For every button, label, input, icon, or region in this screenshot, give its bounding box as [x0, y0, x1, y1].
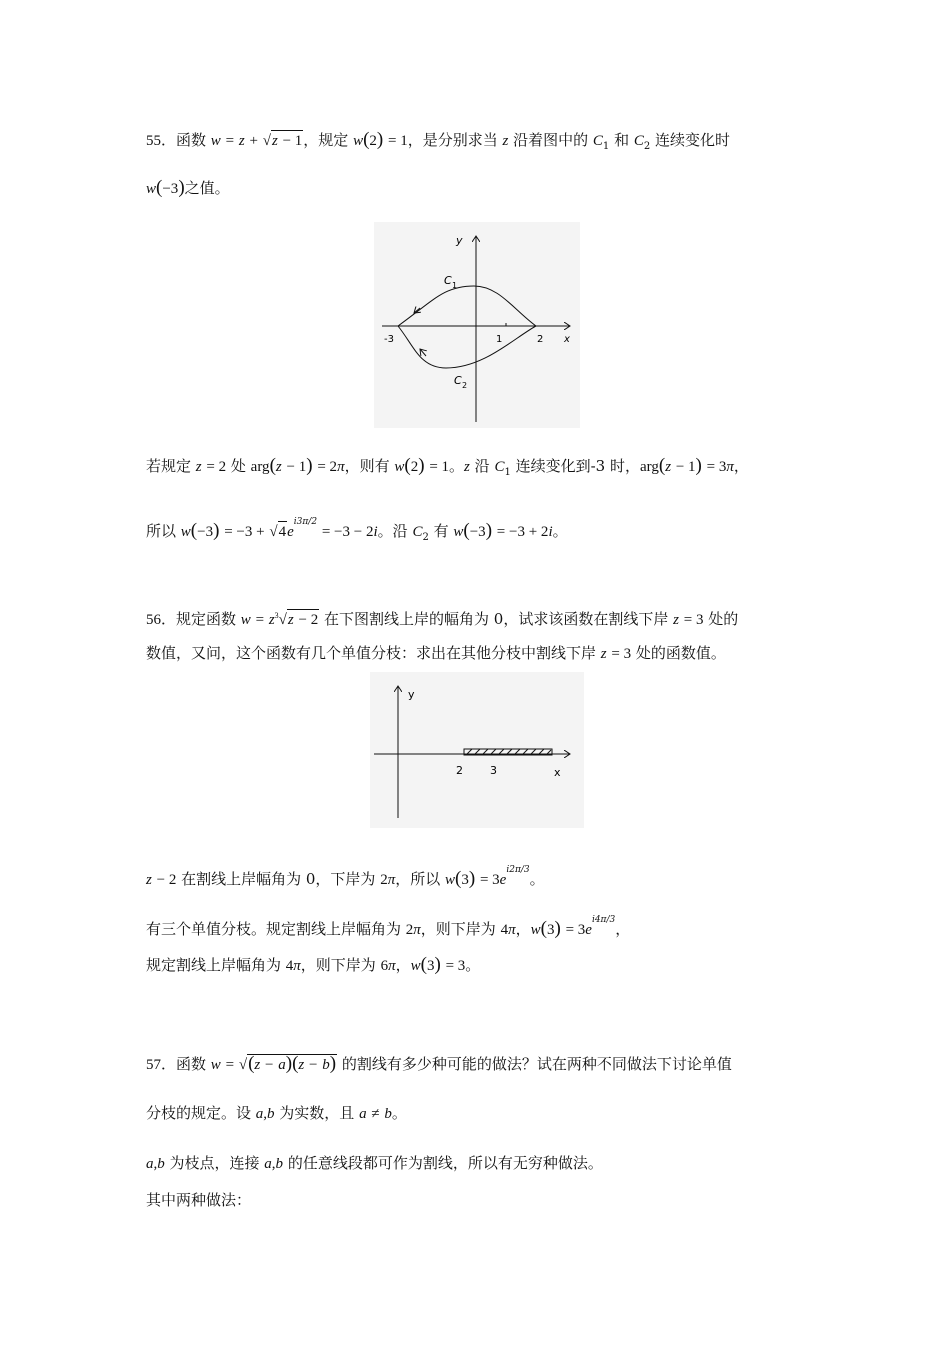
- problem-56-question-line1: 56．规定函数 $w = z^3√z - 2$ 在下图割线上岸的幅角为 0，试求该函数在割线下岸 z = 3 处的: [146, 610, 739, 628]
- tick-1: 1: [496, 334, 503, 345]
- problem-56-answer-line2: 有三个单值分枝。规定割线上岸幅角为 2π，则下岸为 4π，$w(3) = 3e^{i4\pi/3}$，: [146, 915, 631, 939]
- problem-55-question-line1: 55．函数 w = z + √z − 1，规定 w(2) = 1，是分别求当 z 沿着图中的 $C_1$ 和 $C_2$ 连续变化时: [146, 129, 731, 152]
- problem-56-question-line2: 数值，又问，这个函数有几个单值分枝：求出在其他分枝中割线下岸 z = 3 处的函数值。: [146, 644, 726, 662]
- tick-minus3: -3: [384, 334, 394, 345]
- figure-56-branch-cut: [370, 672, 584, 828]
- problem-57-answer-line2: 其中两种做法：: [146, 1191, 252, 1209]
- y-axis-label: y: [456, 234, 463, 247]
- x-axis-label: x: [554, 766, 561, 779]
- figure-55-contour-plot: [374, 222, 580, 428]
- problem-57-answer-line1: a,b 为枝点，连接 a,b 的任意线段都可作为割线，所以有无穷种做法。: [146, 1154, 603, 1172]
- problem-57-question-line2: 分枝的规定。设 a,b 为实数，且 a ≠ b。: [146, 1104, 407, 1122]
- problem-55-answer-line2: 所以 $w(-3) = -3 + √4e^{i3\pi/2} = -3 - 2i$。沿 $C_2$ 有 w(−3) = −3 + 2i。: [146, 517, 568, 543]
- label-c2: C: [454, 374, 462, 387]
- svg-text:1: 1: [452, 281, 458, 290]
- problem-55-question-line2: w(−3)之值。: [146, 177, 230, 198]
- problem-55-answer-line1: 若规定 z = 2 处 arg(z − 1) = 2π，则有 w(2) = 1。z 沿 $C_1$ 连续变化到-3 时，arg(z − 1) = 3π，: [146, 455, 749, 478]
- x-axis-label: x: [564, 334, 570, 345]
- problem-56-answer-line1: z − 2 在割线上岸幅角为 0，下岸为 2π，所以 $w(3) = 3e^{i2\pi/3}$。: [146, 865, 545, 889]
- svg-text:2: 2: [462, 381, 468, 390]
- label-c1: C: [444, 274, 452, 287]
- tick-3: 3: [490, 764, 497, 777]
- y-axis-label: y: [408, 688, 415, 701]
- problem-57-question-line1: 57．函数 w = √(z − a)(z − b) 的割线有多少种可能的做法？试在两种不同做法下讨论单值: [146, 1053, 732, 1074]
- problem-56-answer-line3: 规定割线上岸幅角为 4π，则下岸为 6π，w(3) = 3。: [146, 954, 481, 975]
- tick-2: 2: [537, 334, 544, 345]
- tick-2: 2: [456, 764, 463, 777]
